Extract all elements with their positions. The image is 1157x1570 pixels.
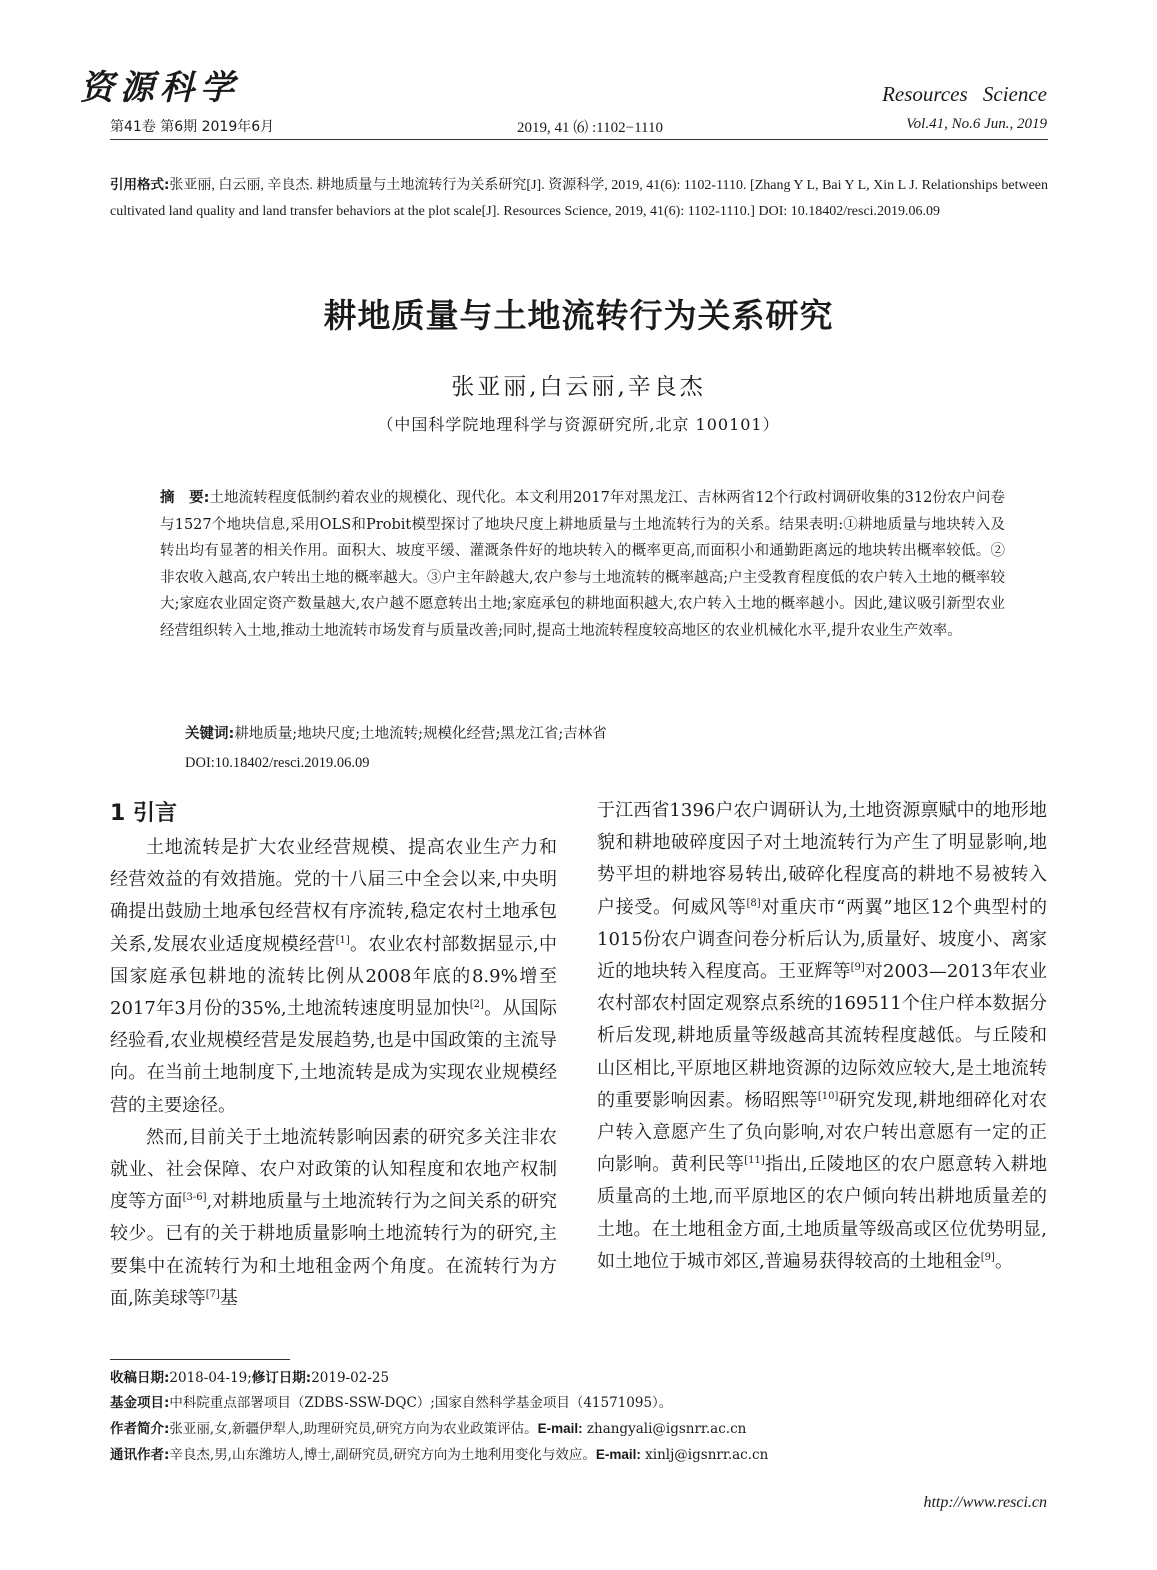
citation-text: 张亚丽, 白云丽, 辛良杰. 耕地质量与土地流转行为关系研究[J]. 资源科学, 2019, 41(6): 1102-1110. [Zhang Y L, Bai Y L, Xin L J. Relationships between cultivated land quality and land transfer behaviors at the plot scale[J]. Resources Science, 2019, 41(6): 1102-1110.] DOI: 10.18402/resci.2019.06.09 — [110, 178, 1048, 219]
paper-authors: 张亚丽,白云丽,辛良杰 — [451, 374, 706, 400]
journal-title-en: Resources Science — [882, 82, 1047, 106]
footnote-fund: 基金项目:中科院重点部署项目（ZDBS-SSW-DQC）;国家自然科学基金项目（41571095）。 — [110, 1395, 673, 1411]
issue-info-cn: 第41卷 第6期 2019年6月 — [110, 119, 275, 135]
keywords-text: 耕地质量;地块尺度;土地流转;规模化经营;黑龙江省;吉林省 — [234, 726, 607, 742]
paragraph: 土地流转是扩大农业经营规模、提高农业生产力和经营效益的有效措施。党的十八届三中全会以来,中央明确提出鼓励土地承包经营权有序流转,稳定农村土地承包关系,发展农业适度规模经营[1]。农业农村部数据显示,中国家庭承包耕地的流转比例从2008年底的8.9%增至2017年3月份的35%,土地流转速度明显加快[2]。从国际经验看,农业规模经营是发展趋势,也是中国政策的主流导向。在当前土地制度下,土地流转是成为实现农业规模经营的主要途径。 — [110, 837, 558, 1116]
footnote-author: 作者简介:张亚丽,女,新疆伊犁人,助理研究员,研究方向为农业政策评估。E-mail: zhangyali@igsnrr.ac.cn — [110, 1421, 747, 1437]
citation-ref[interactable]: [7] — [205, 1288, 220, 1300]
abstract — [160, 485, 1005, 645]
issue-info-en: Vol.41, No.6 Jun., 2019 — [906, 116, 1047, 132]
footnote-rule — [110, 1359, 290, 1360]
abstract-label: 摘 要: — [160, 490, 210, 506]
keywords-label: 关键词: — [185, 726, 235, 742]
citation-label: 引用格式: — [110, 177, 170, 193]
author-affiliation: （中国科学院地理科学与资源研究所,北京 100101） — [377, 415, 780, 434]
abstract-text: 土地流转程度低制约着农业的规模化、现代化。本文利用2017年对黑龙江、吉林两省12个行政村调研收集的312份农户问卷与1527个地块信息,采用OLS和Probit模型探讨了地块尺度上耕地质量与土地流转行为的关系。结果表明:①耕地质量与地块转入及转出均有显著的相关作用。面积大、坡度平缓、灌溉条件好的地块转入的概率更高,而面积小和通勤距离远的地块转出概率较低。②非农收入越高,农户转出土地的概率越大。③户主年龄越大,农户参与土地流转的概率越高;户主受教育程度低的农户转入土地的概率较大;家庭农业固定资产数量越大,农户越不愿意转出土地;家庭承包的耕地面积越大,农户转入土地的概率越小。因此,建议吸引新型农业经营组织转入土地,推动土地流转市场发育与质量改善;同时,提高土地流转程度较高地区的农业机械化水平,提升农业生产效率。 — [160, 490, 1005, 639]
citation-ref[interactable]: [2] — [469, 999, 484, 1011]
left-column — [110, 832, 557, 1315]
doi: DOI:10.18402/resci.2019.06.09 — [185, 755, 370, 771]
right-column — [597, 795, 1047, 1278]
corresponding-email[interactable]: xinlj@igsnrr.ac.cn — [640, 1447, 769, 1463]
footnotes — [110, 1366, 768, 1468]
citation-block — [110, 172, 1048, 225]
citation-ref[interactable]: [8] — [746, 897, 761, 909]
citation-ref[interactable]: [3-6] — [182, 1192, 207, 1204]
keywords — [185, 722, 607, 743]
issue-info-pages: 2019, 41 ⑹ :1102−1110 — [517, 120, 663, 136]
citation-ref[interactable]: [9] — [980, 1251, 995, 1263]
citation-ref[interactable]: [1] — [335, 934, 350, 946]
footnote-dates: 收稿日期:2018-04-19;修订日期:2019-02-25 — [110, 1370, 390, 1386]
journal-title-cn: 资源科学 — [80, 68, 240, 108]
paper-title: 耕地质量与土地流转行为关系研究 — [323, 296, 834, 335]
citation-ref[interactable]: [9] — [850, 962, 865, 974]
citation-ref[interactable]: [11] — [744, 1155, 765, 1167]
citation-ref[interactable]: [10] — [817, 1090, 839, 1102]
section-heading: 1 引言 — [110, 801, 177, 826]
author-email[interactable]: zhangyali@igsnrr.ac.cn — [582, 1421, 747, 1437]
header-rule — [110, 139, 1048, 140]
paragraph: 然而,目前关于土地流转影响因素的研究多关注非农就业、社会保障、农户对政策的认知程度和农地产权制度等方面[3-6],对耕地质量与土地流转行为之间关系的研究较少。已有的关于耕地质量影响土地流转行为的研究,主要集中在流转行为和土地租金两个角度。在流转行为方面,陈美球等[7]基 — [110, 1126, 557, 1309]
paragraph: 于江西省1396户农户调研认为,土地资源禀赋中的地形地貌和耕地破碎度因子对土地流转行为产生了明显影响,地势平坦的耕地容易转出,破碎化程度高的耕地不易被转入户接受。何威风等[8]对重庆市“两翼”地区12个典型村的1015份农户调查问卷分析后认为,质量好、坡度小、离家近的地块转入程度高。王亚辉等[9]对2003—2013年农业农村部农村固定观察点系统的169511个住户样本数据分析后发现,耕地质量等级越高其流转程度越低。与丘陵和山区相比,平原地区耕地资源的边际效应较大,是土地流转的重要影响因素。杨昭熙等[10]研究发现,耕地细碎化对农户转入意愿产生了负向影响,对农户转出意愿有一定的正向影响。黄利民等[11]指出,丘陵地区的农户愿意转入耕地质量高的土地,而平原地区的农户倾向转出耕地质量差的土地。在土地租金方面,土地质量等级高或区位优势明显,如土地位于城市郊区,普遍易获得较高的土地租金[9]。 — [597, 800, 1048, 1272]
footnote-corresponding: 通讯作者:辛良杰,男,山东潍坊人,博士,副研究员,研究方向为土地利用变化与效应。E-mail: xinlj@igsnrr.ac.cn — [110, 1447, 769, 1463]
journal-url[interactable]: http://www.resci.cn — [923, 1494, 1047, 1511]
